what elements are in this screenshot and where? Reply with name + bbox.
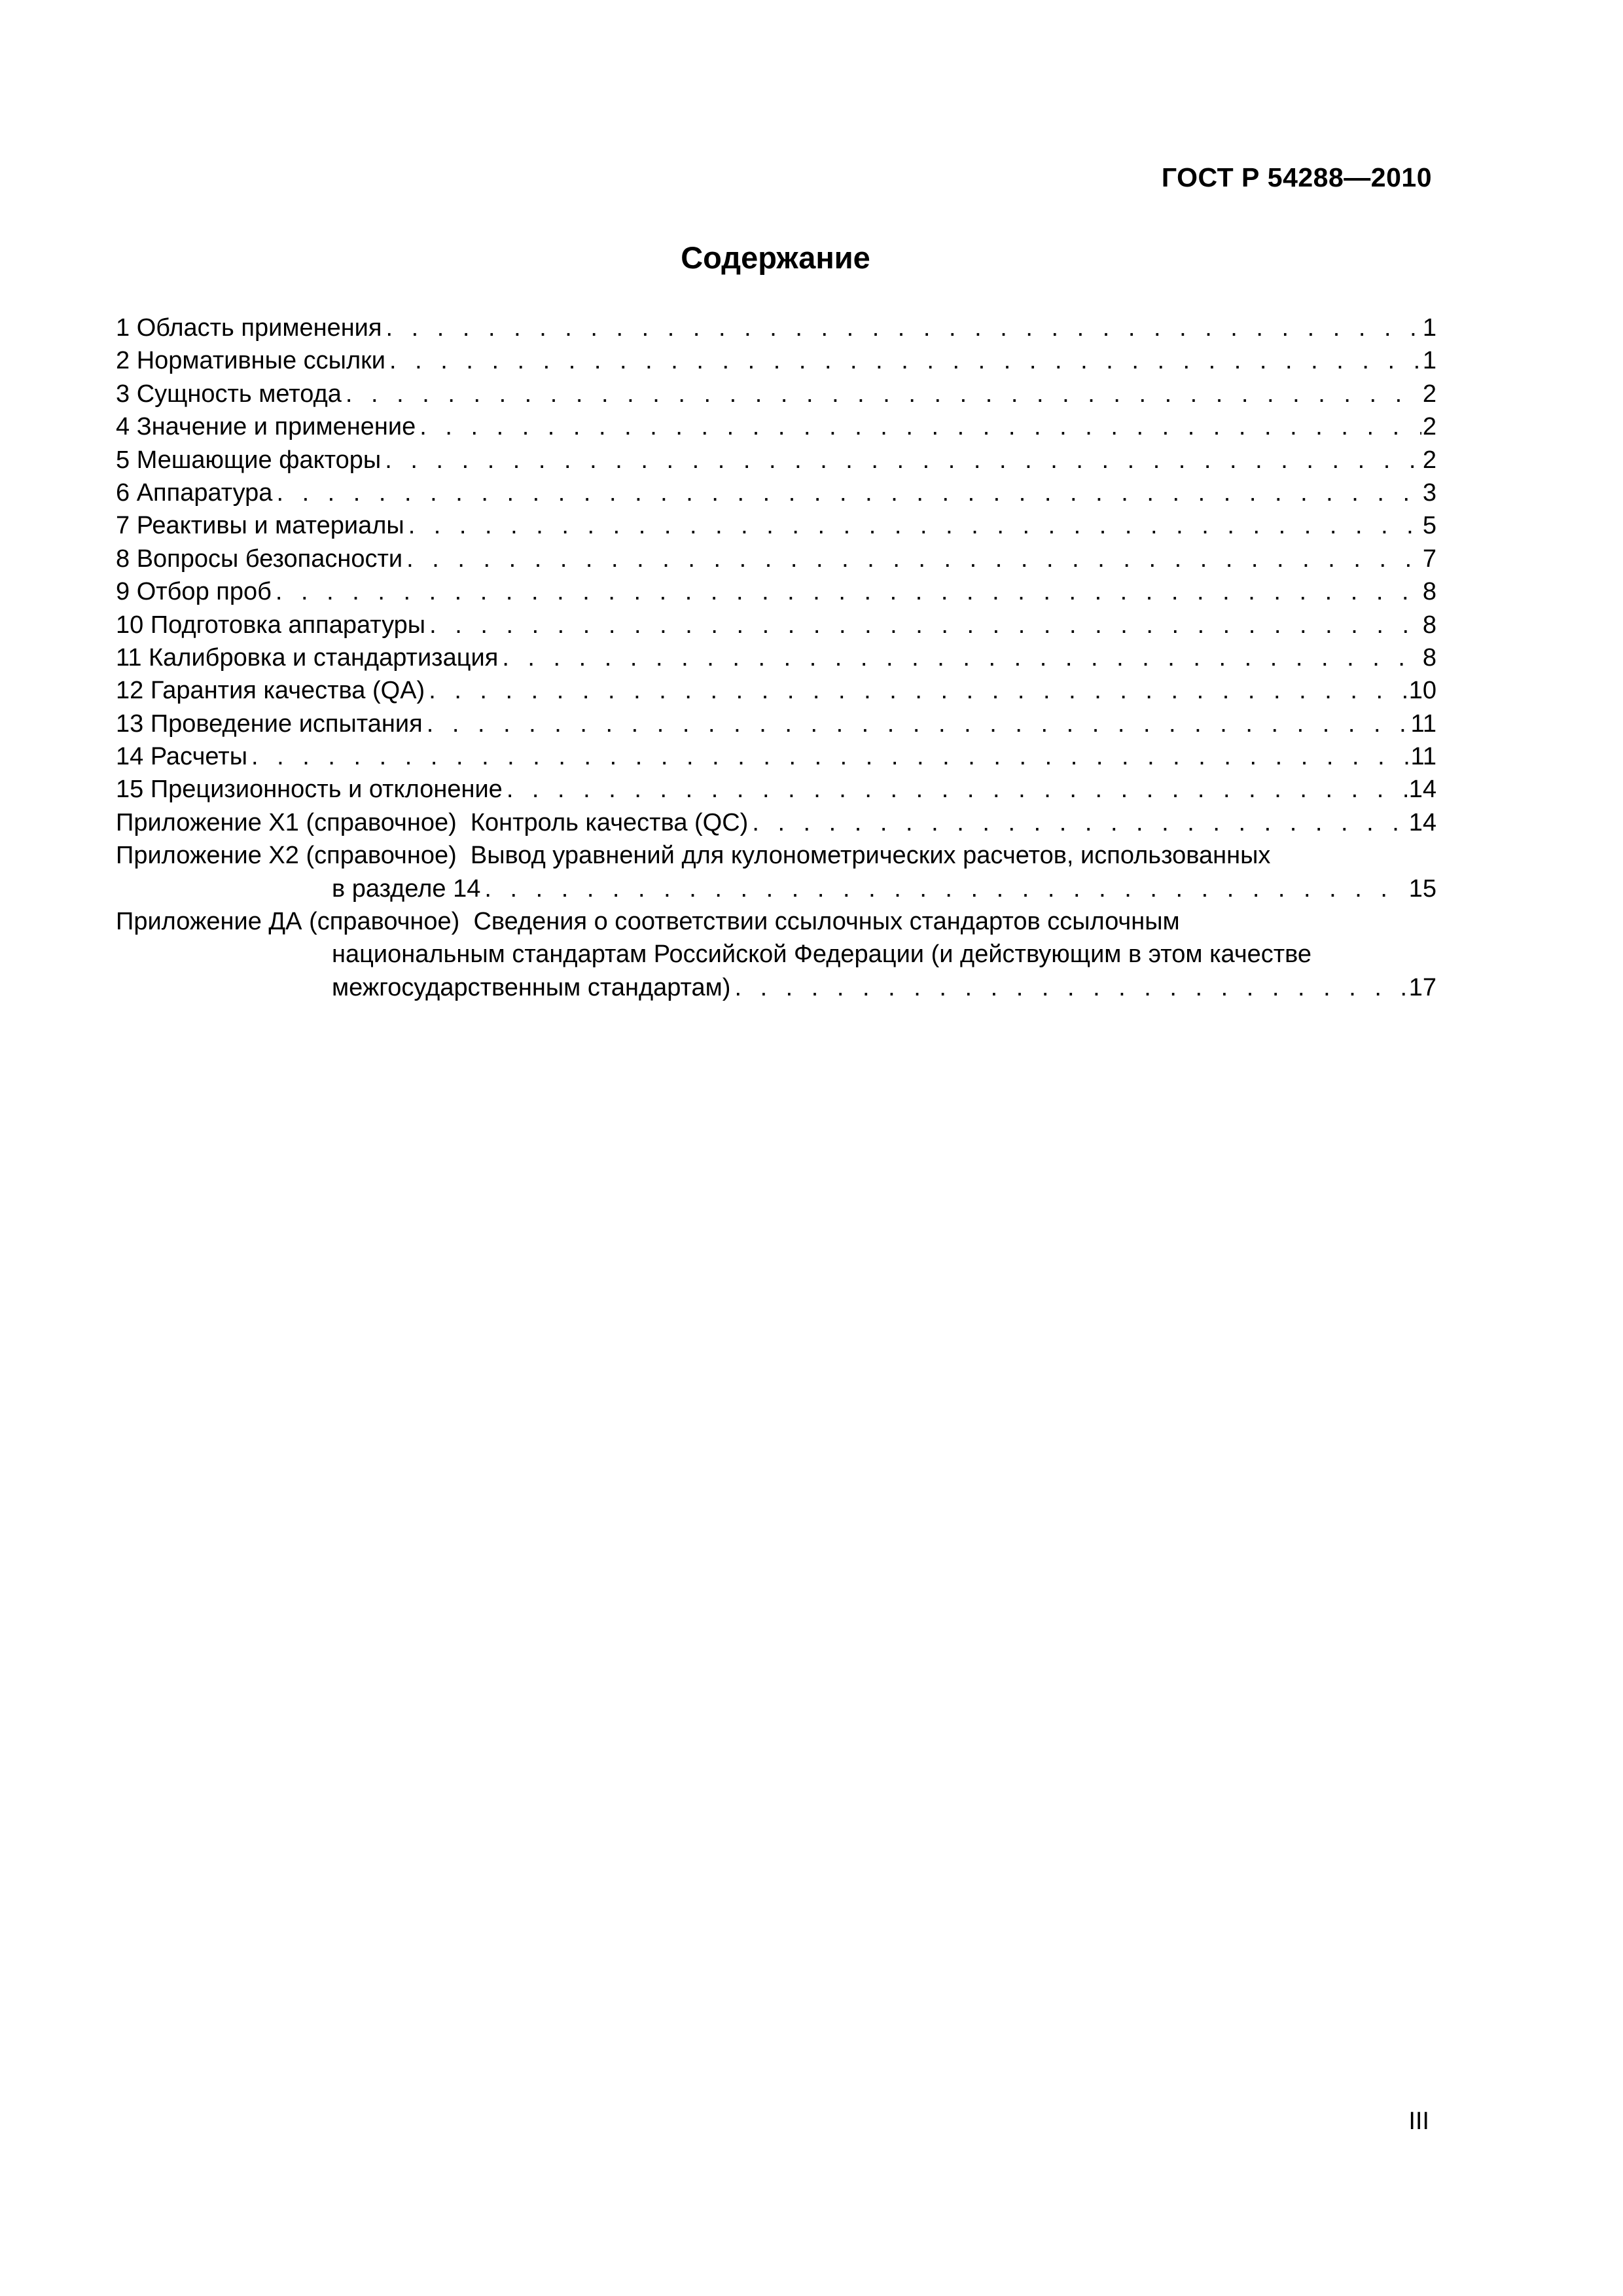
toc-appendix-page: 14 xyxy=(1408,808,1436,836)
toc-entry-number: 1 xyxy=(116,314,130,342)
toc-entry-label: Реактивы и материалы xyxy=(136,512,404,540)
toc-entry-label: Мешающие факторы xyxy=(136,446,382,474)
dot-leader xyxy=(507,773,1408,806)
toc-entry-label: Расчеты xyxy=(150,743,248,771)
toc-appendix-x1[interactable] xyxy=(116,806,1436,839)
toc-entry-page: 3 xyxy=(1422,478,1436,507)
toc-entry-7[interactable] xyxy=(116,509,1436,542)
dot-leader xyxy=(346,378,1421,410)
toc-entry-label: Калибровка и стандартизация xyxy=(149,643,499,672)
dot-leader xyxy=(408,509,1421,542)
toc-entry-page: 8 xyxy=(1422,611,1436,639)
dot-leader xyxy=(752,806,1407,839)
toc-entry-1[interactable] xyxy=(116,312,1436,344)
toc-entry-page: 10 xyxy=(1408,677,1436,705)
toc-appendix-line: Приложение Х2 (справочное) Вывод уравнений для кулонометрических расчетов, использованных xyxy=(116,842,1271,870)
dot-leader xyxy=(251,740,1410,773)
toc-entry-page: 8 xyxy=(1422,578,1436,606)
document-code: ГОСТ Р 54288—2010 xyxy=(1161,162,1432,192)
toc-entry-number: 2 xyxy=(116,347,130,375)
toc-entry-page: 11 xyxy=(1410,709,1436,738)
dot-leader xyxy=(484,872,1407,905)
toc-entry-label: Проведение испытания xyxy=(150,709,423,738)
dot-leader xyxy=(276,575,1421,608)
toc-entry-number: 9 xyxy=(116,578,130,606)
toc-entry-number: 10 xyxy=(116,611,144,639)
toc-entry-page: 8 xyxy=(1422,643,1436,672)
toc-entry-number: 14 xyxy=(116,743,144,771)
toc-entry-10[interactable] xyxy=(116,609,1436,641)
toc-entry-4[interactable] xyxy=(116,410,1436,443)
toc-entry-9[interactable] xyxy=(116,575,1436,608)
toc-entry-page: 14 xyxy=(1408,776,1436,804)
toc-appendix-page: 15 xyxy=(1408,874,1436,903)
toc-entry-13[interactable] xyxy=(116,708,1436,740)
toc-entry-number: 13 xyxy=(116,709,144,738)
toc-entry-3[interactable] xyxy=(116,378,1436,410)
toc-entry-page: 7 xyxy=(1422,545,1436,573)
toc-entry-label: Сущность метода xyxy=(136,380,342,408)
table-of-contents xyxy=(116,312,1436,1004)
toc-appendix-line: межгосударственным стандартам) xyxy=(332,971,734,1004)
toc-entry-15[interactable] xyxy=(116,773,1436,806)
toc-entry-label: Подготовка аппаратуры xyxy=(150,611,426,639)
toc-entry-number: 8 xyxy=(116,545,130,573)
dot-leader xyxy=(502,641,1421,674)
toc-appendix-label: Приложение Х1 (справочное) Контроль качества (QC) xyxy=(116,806,752,839)
dot-leader xyxy=(429,674,1408,707)
toc-appendix-line: Приложение ДА (справочное) Сведения о соответствии ссылочных стандартов ссылочным xyxy=(116,908,1180,936)
toc-entry-14[interactable] xyxy=(116,740,1436,773)
dot-leader xyxy=(427,708,1410,740)
toc-entry-label: Нормативные ссылки xyxy=(136,347,385,375)
page-number: III xyxy=(1408,2108,1429,2135)
toc-appendix-x2[interactable] xyxy=(116,839,1436,905)
dot-leader xyxy=(389,344,1421,377)
toc-entry-number: 3 xyxy=(116,380,130,408)
toc-entry-number: 6 xyxy=(116,478,130,507)
toc-appendix-line: национальным стандартам Российской Федерации (и действующим в этом качестве xyxy=(332,941,1312,969)
dot-leader xyxy=(276,476,1421,509)
dot-leader xyxy=(385,444,1421,476)
toc-entry-page: 1 xyxy=(1422,314,1436,342)
toc-entry-12[interactable] xyxy=(116,674,1436,707)
toc-entry-page: 1 xyxy=(1422,347,1436,375)
toc-entry-label: Вопросы безопасности xyxy=(136,545,403,573)
toc-entry-8[interactable] xyxy=(116,543,1436,575)
dot-leader xyxy=(406,543,1421,575)
dot-leader xyxy=(386,312,1421,344)
toc-entry-label: Гарантия качества (QA) xyxy=(150,677,425,705)
toc-title: Содержание xyxy=(681,240,870,275)
dot-leader xyxy=(419,410,1421,443)
toc-appendix-da[interactable] xyxy=(116,905,1436,1004)
toc-entry-6[interactable] xyxy=(116,476,1436,509)
toc-appendix-page: 17 xyxy=(1408,973,1436,1001)
toc-entry-page: 2 xyxy=(1422,446,1436,474)
toc-entry-label: Значение и применение xyxy=(136,413,416,441)
toc-entry-number: 11 xyxy=(116,643,142,672)
toc-entry-label: Аппаратура xyxy=(136,478,273,507)
toc-entry-page: 2 xyxy=(1422,413,1436,441)
toc-entry-page: 5 xyxy=(1422,512,1436,540)
toc-entry-label: Отбор проб xyxy=(136,578,272,606)
toc-entry-11[interactable] xyxy=(116,641,1436,674)
toc-entry-number: 5 xyxy=(116,446,130,474)
toc-entry-label: Область применения xyxy=(136,314,382,342)
toc-entry-label: Прецизионность и отклонение xyxy=(150,776,503,804)
toc-entry-page: 2 xyxy=(1422,380,1436,408)
dot-leader xyxy=(734,971,1407,1004)
dot-leader xyxy=(429,609,1421,641)
toc-entry-number: 15 xyxy=(116,776,144,804)
toc-entry-5[interactable] xyxy=(116,444,1436,476)
toc-entry-number: 12 xyxy=(116,677,144,705)
toc-entry-2[interactable] xyxy=(116,344,1436,377)
toc-entry-number: 4 xyxy=(116,413,130,441)
toc-appendix-line: в разделе 14 xyxy=(332,872,484,905)
toc-entry-number: 7 xyxy=(116,512,130,540)
toc-entry-page: 11 xyxy=(1410,743,1436,771)
